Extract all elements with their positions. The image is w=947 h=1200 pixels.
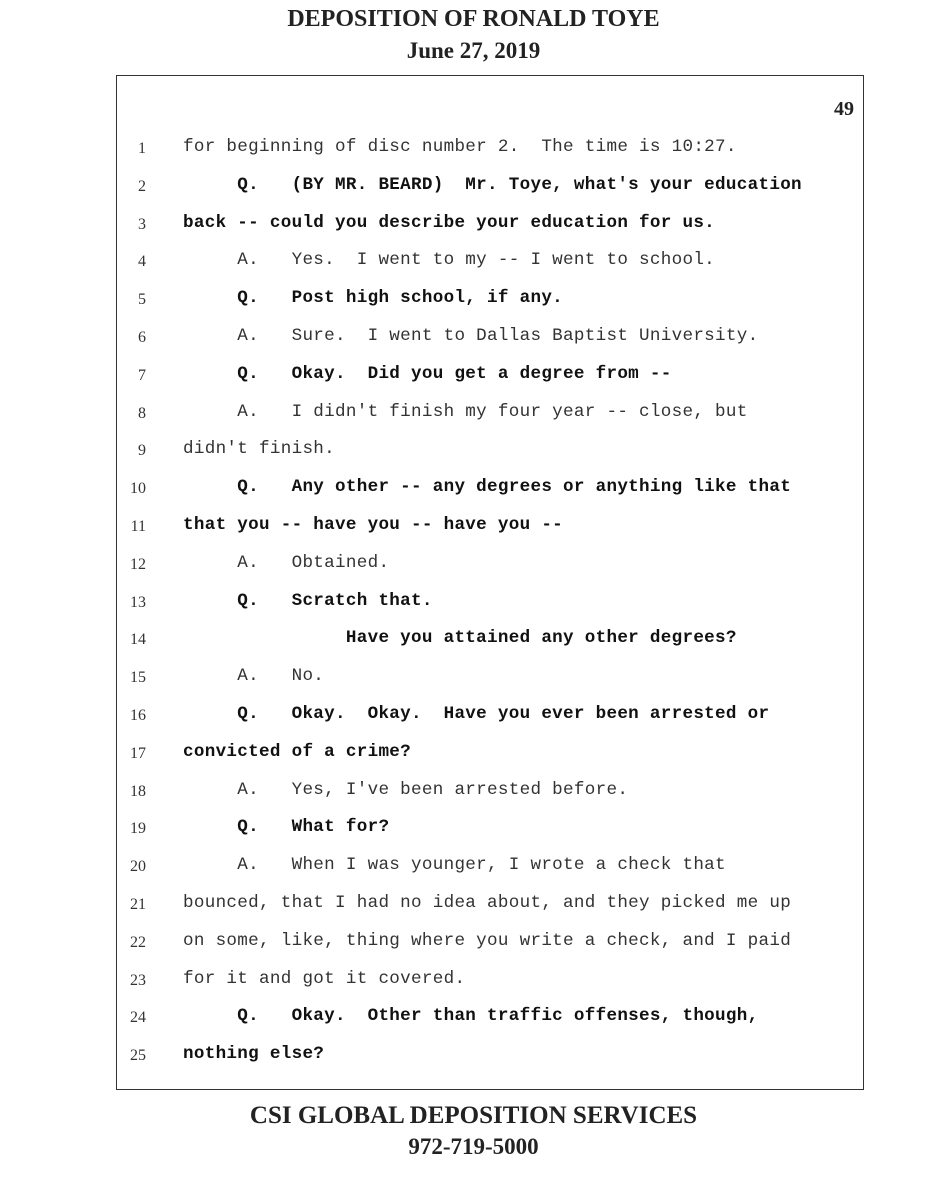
transcript-line (0, 1039, 947, 1073)
line-number: 20 (130, 858, 146, 876)
transcript-line (0, 926, 947, 960)
line-text: nothing else? (183, 1044, 325, 1065)
footer-company: CSI GLOBAL DEPOSITION SERVICES (249, 1102, 698, 1129)
line-number: 17 (130, 744, 146, 762)
transcript-line (0, 699, 947, 733)
page-number: 49 (834, 98, 854, 120)
line-number: 16 (130, 707, 146, 724)
line-text: Q. Okay. Okay. Have you ever been arrested or (183, 704, 770, 724)
transcript-line (0, 472, 947, 506)
line-number: 2 (138, 177, 146, 195)
transcript-line (0, 661, 947, 695)
transcript-line (0, 737, 947, 771)
line-text: A. I didn't finish my four year -- close, but (183, 401, 748, 422)
line-number: 24 (130, 1009, 146, 1027)
line-number: 18 (130, 782, 146, 800)
line-number: 5 (138, 291, 146, 309)
line-number: 14 (130, 631, 146, 649)
transcript-line (0, 434, 947, 468)
line-number: 12 (130, 555, 146, 573)
line-number: 23 (130, 971, 146, 989)
line-text: back -- could you describe your education for us. (183, 212, 716, 233)
line-number: 9 (138, 442, 146, 460)
line-number: 1 (138, 140, 146, 157)
transcript-line (0, 359, 947, 393)
line-text: A. When I was younger, I wrote a check that (183, 855, 726, 876)
line-number: 13 (130, 593, 146, 611)
transcript-line (0, 283, 947, 317)
line-text: convicted of a crime? (183, 741, 412, 762)
line-text: Q. What for? (183, 817, 390, 838)
transcript-line (0, 623, 947, 657)
transcript-line (0, 132, 947, 166)
line-text: A. Yes, I've been arrested before. (183, 779, 629, 800)
line-text: A. No. (183, 666, 325, 687)
line-text: Q. Okay. Did you get a degree from -- (183, 363, 672, 384)
transcript-line (0, 1001, 947, 1035)
line-text: Have you attained any other degrees? (183, 628, 737, 649)
line-number: 4 (138, 253, 146, 271)
line-text: for it and got it covered. (183, 968, 466, 989)
line-number: 21 (130, 896, 146, 913)
footer-phone: 972-719-5000 (408, 1134, 539, 1159)
line-number: 3 (138, 215, 146, 233)
line-number: 6 (138, 329, 146, 346)
line-number: 25 (130, 1047, 146, 1065)
transcript-line (0, 397, 947, 431)
transcript-line (0, 321, 947, 355)
line-number: 10 (130, 480, 146, 498)
transcript-line (0, 510, 947, 544)
line-text: Q. Okay. Other than traffic offenses, though, (183, 1006, 759, 1027)
line-text: Q. Post high school, if any. (183, 288, 564, 309)
transcript-line (0, 170, 947, 204)
transcript-line (0, 586, 947, 620)
deposition-date: June 27, 2019 (406, 38, 541, 63)
line-text: A. Obtained. (183, 552, 390, 573)
transcript-line (0, 208, 947, 242)
line-text: that you -- have you -- have you -- (183, 515, 564, 535)
line-text: A. Sure. I went to Dallas Baptist University. (183, 326, 759, 346)
line-number: 11 (130, 518, 146, 535)
line-text: Q. Any other -- any degrees or anything like that (183, 477, 792, 498)
transcript-line (0, 775, 947, 809)
transcript-line (0, 245, 947, 279)
transcript-line (0, 548, 947, 582)
transcript-line (0, 850, 947, 884)
line-number: 15 (130, 669, 146, 687)
line-text: didn't finish. (183, 439, 336, 460)
line-text: A. Yes. I went to my -- I went to school. (183, 250, 716, 271)
line-number: 22 (130, 933, 146, 951)
transcript-line (0, 964, 947, 998)
line-text: Q. (BY MR. BEARD) Mr. Toye, what's your education (183, 174, 802, 195)
line-text: Q. Scratch that. (183, 590, 433, 611)
line-text: on some, like, thing where you write a check, and I paid (183, 930, 792, 951)
line-text: for beginning of disc number 2. The time is 10:27. (183, 137, 737, 157)
line-number: 7 (138, 366, 146, 384)
line-number: 8 (138, 404, 146, 422)
line-text: bounced, that I had no idea about, and they picked me up (183, 893, 792, 913)
transcript-line (0, 888, 947, 922)
deposition-title: DEPOSITION OF RONALD TOYE (287, 6, 660, 32)
line-number: 19 (130, 820, 146, 838)
transcript-line (0, 812, 947, 846)
